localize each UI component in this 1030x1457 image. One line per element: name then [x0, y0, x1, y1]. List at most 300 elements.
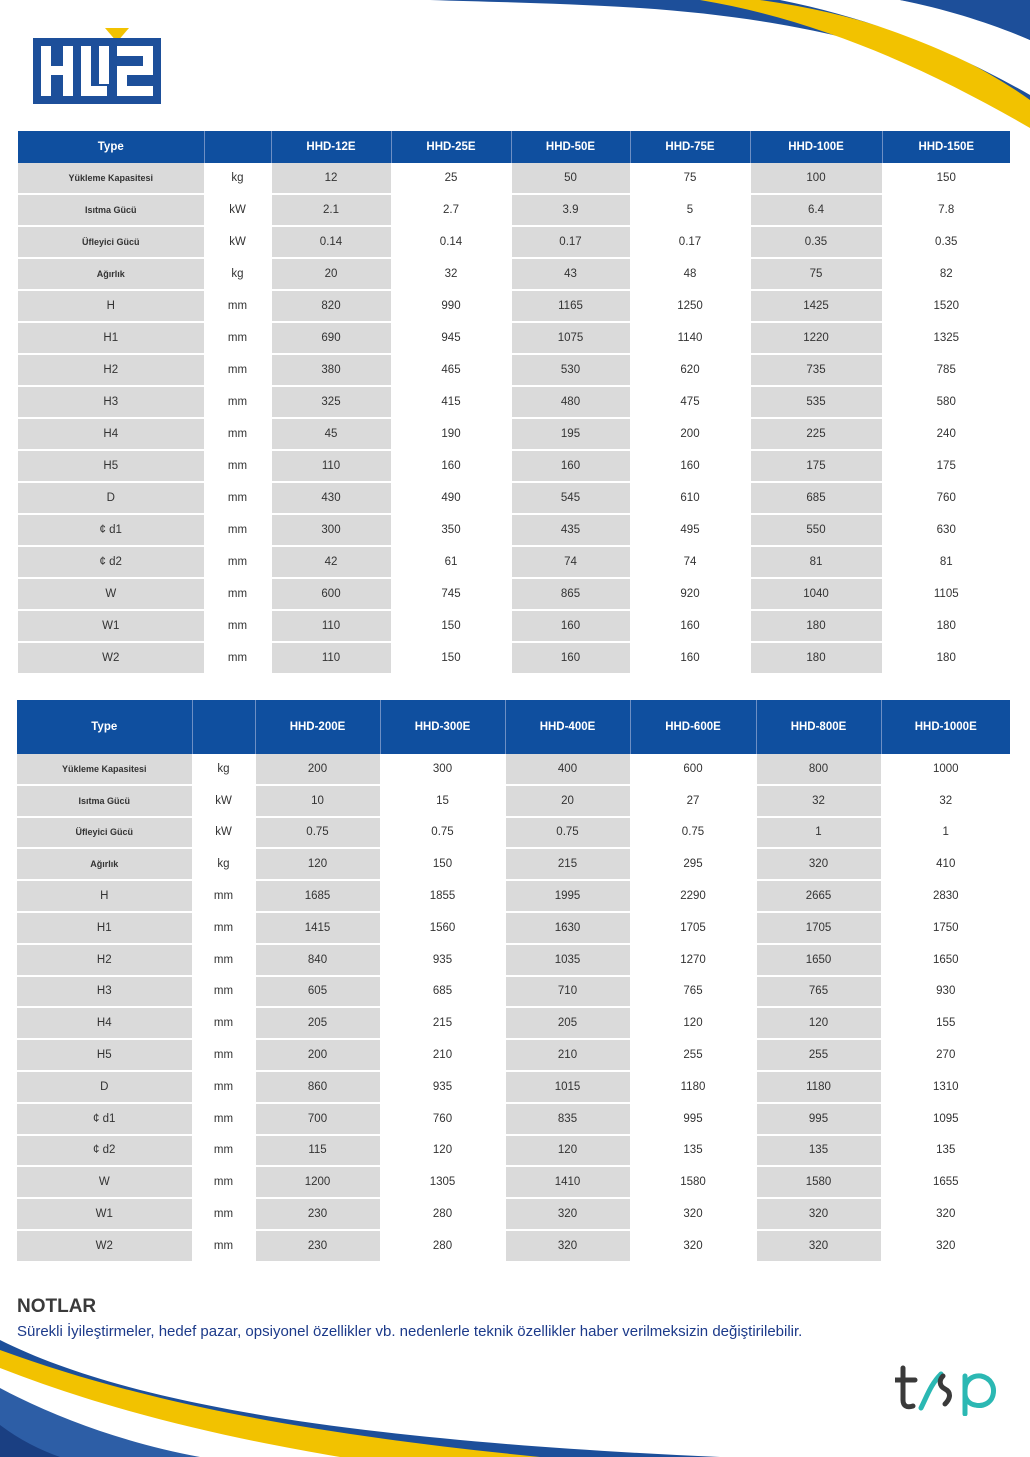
row-label: Yükleme Kapasitesi: [18, 163, 204, 194]
value-cell: 800: [756, 754, 881, 785]
partner-logo: [895, 1362, 1001, 1416]
value-cell: 1705: [630, 912, 756, 944]
value-cell: 1995: [505, 880, 630, 912]
value-cell: 1000: [881, 754, 1010, 785]
table-row: [18, 322, 1010, 354]
value-cell: 1200: [255, 1166, 380, 1198]
value-cell: 1015: [505, 1071, 630, 1103]
value-cell: 10: [255, 785, 380, 817]
value-cell: 240: [882, 418, 1010, 450]
value-cell: 48: [630, 258, 750, 290]
value-cell: 835: [505, 1103, 630, 1135]
value-cell: 120: [756, 1007, 881, 1039]
value-cell: 930: [881, 976, 1010, 1008]
value-cell: 860: [255, 1071, 380, 1103]
value-cell: 110: [271, 642, 391, 674]
value-cell: 1655: [881, 1166, 1010, 1198]
value-cell: 320: [630, 1198, 756, 1230]
value-cell: 600: [630, 754, 756, 785]
company-logo: [33, 28, 161, 104]
table-row: [17, 1230, 1010, 1262]
value-cell: 180: [882, 642, 1010, 674]
value-cell: 495: [630, 514, 750, 546]
row-label: H: [18, 290, 204, 322]
spec-table-small: [18, 131, 1010, 675]
value-cell: 180: [750, 642, 882, 674]
header-model: HHD-400E: [505, 700, 630, 754]
value-cell: 320: [505, 1230, 630, 1262]
value-cell: 945: [391, 322, 511, 354]
row-label: H2: [18, 354, 204, 386]
value-cell: 225: [750, 418, 882, 450]
value-cell: 75: [750, 258, 882, 290]
unit-cell: mm: [192, 1007, 255, 1039]
value-cell: 215: [505, 848, 630, 880]
row-label: Ağırlık: [18, 258, 204, 290]
value-cell: 1180: [630, 1071, 756, 1103]
value-cell: 1325: [882, 322, 1010, 354]
row-label: ¢ d2: [17, 1135, 192, 1167]
value-cell: 180: [750, 610, 882, 642]
value-cell: 1425: [750, 290, 882, 322]
value-cell: 1705: [756, 912, 881, 944]
value-cell: 43: [511, 258, 630, 290]
row-label: W: [18, 578, 204, 610]
value-cell: 320: [881, 1198, 1010, 1230]
value-cell: 700: [255, 1103, 380, 1135]
value-cell: 320: [505, 1198, 630, 1230]
value-cell: 1: [756, 817, 881, 849]
value-cell: 630: [882, 514, 1010, 546]
value-cell: 0.75: [380, 817, 505, 849]
value-cell: 0.17: [511, 226, 630, 258]
row-label: Üfleyici Gücü: [18, 226, 204, 258]
row-label: Isıtma Gücü: [17, 785, 192, 817]
value-cell: 120: [630, 1007, 756, 1039]
value-cell: 320: [756, 1198, 881, 1230]
table-row: [18, 258, 1010, 290]
value-cell: 32: [756, 785, 881, 817]
unit-cell: mm: [192, 1103, 255, 1135]
value-cell: 1685: [255, 880, 380, 912]
header-model: HHD-100E: [750, 131, 882, 163]
value-cell: 475: [630, 386, 750, 418]
row-label: Yükleme Kapasitesi: [17, 754, 192, 785]
table-row: [18, 386, 1010, 418]
unit-cell: mm: [192, 976, 255, 1008]
value-cell: 0.17: [630, 226, 750, 258]
value-cell: 620: [630, 354, 750, 386]
unit-cell: kW: [204, 194, 271, 226]
value-cell: 200: [630, 418, 750, 450]
value-cell: 0.75: [505, 817, 630, 849]
header-model: HHD-300E: [380, 700, 505, 754]
value-cell: 160: [511, 610, 630, 642]
value-cell: 935: [380, 1071, 505, 1103]
value-cell: 465: [391, 354, 511, 386]
value-cell: 0.35: [750, 226, 882, 258]
value-cell: 320: [756, 848, 881, 880]
value-cell: 160: [391, 450, 511, 482]
value-cell: 1410: [505, 1166, 630, 1198]
table-row: [17, 1007, 1010, 1039]
value-cell: 920: [630, 578, 750, 610]
value-cell: 7.8: [882, 194, 1010, 226]
value-cell: 935: [380, 944, 505, 976]
table-row: [18, 290, 1010, 322]
value-cell: 380: [271, 354, 391, 386]
value-cell: 415: [391, 386, 511, 418]
row-label: Isıtma Gücü: [18, 194, 204, 226]
value-cell: 2830: [881, 880, 1010, 912]
row-label: ¢ d2: [18, 546, 204, 578]
value-cell: 160: [511, 450, 630, 482]
value-cell: 160: [630, 610, 750, 642]
value-cell: 1650: [756, 944, 881, 976]
unit-cell: mm: [204, 546, 271, 578]
header-model: HHD-800E: [756, 700, 881, 754]
value-cell: 300: [271, 514, 391, 546]
unit-cell: mm: [204, 290, 271, 322]
value-cell: 690: [271, 322, 391, 354]
row-label: D: [18, 482, 204, 514]
value-cell: 435: [511, 514, 630, 546]
unit-cell: mm: [204, 578, 271, 610]
value-cell: 1630: [505, 912, 630, 944]
table-row: [17, 817, 1010, 849]
value-cell: 32: [391, 258, 511, 290]
value-cell: 550: [750, 514, 882, 546]
value-cell: 74: [511, 546, 630, 578]
unit-cell: kg: [204, 163, 271, 194]
value-cell: 135: [881, 1135, 1010, 1167]
header-model: HHD-200E: [255, 700, 380, 754]
value-cell: 0.14: [391, 226, 511, 258]
value-cell: 175: [882, 450, 1010, 482]
table-row: [17, 944, 1010, 976]
value-cell: 350: [391, 514, 511, 546]
value-cell: 735: [750, 354, 882, 386]
value-cell: 430: [271, 482, 391, 514]
value-cell: 1095: [881, 1103, 1010, 1135]
value-cell: 120: [255, 848, 380, 880]
value-cell: 42: [271, 546, 391, 578]
value-cell: 210: [380, 1039, 505, 1071]
table-row: [17, 880, 1010, 912]
value-cell: 255: [630, 1039, 756, 1071]
value-cell: 45: [271, 418, 391, 450]
row-label: W2: [17, 1230, 192, 1262]
value-cell: 2665: [756, 880, 881, 912]
unit-cell: mm: [204, 642, 271, 674]
value-cell: 400: [505, 754, 630, 785]
row-label: H: [17, 880, 192, 912]
table-row: [17, 1103, 1010, 1135]
value-cell: 230: [255, 1230, 380, 1262]
value-cell: 320: [630, 1230, 756, 1262]
header-type: Type: [18, 131, 204, 163]
value-cell: 1650: [881, 944, 1010, 976]
value-cell: 1270: [630, 944, 756, 976]
unit-cell: kg: [204, 258, 271, 290]
unit-cell: mm: [192, 880, 255, 912]
value-cell: 155: [881, 1007, 1010, 1039]
value-cell: 50: [511, 163, 630, 194]
header-model: HHD-50E: [511, 131, 630, 163]
value-cell: 120: [505, 1135, 630, 1167]
value-cell: 1415: [255, 912, 380, 944]
value-cell: 990: [391, 290, 511, 322]
bottom-decoration: [0, 1340, 1030, 1457]
value-cell: 410: [881, 848, 1010, 880]
header-model: HHD-150E: [882, 131, 1010, 163]
row-label: H4: [18, 418, 204, 450]
unit-cell: mm: [192, 912, 255, 944]
value-cell: 210: [505, 1039, 630, 1071]
table-row: [17, 1198, 1010, 1230]
value-cell: 760: [380, 1103, 505, 1135]
value-cell: 1075: [511, 322, 630, 354]
row-label: H1: [18, 322, 204, 354]
unit-cell: kg: [192, 754, 255, 785]
value-cell: 0.35: [882, 226, 1010, 258]
value-cell: 160: [630, 642, 750, 674]
value-cell: 1035: [505, 944, 630, 976]
value-cell: 150: [882, 163, 1010, 194]
header-model: HHD-25E: [391, 131, 511, 163]
table-row: [18, 354, 1010, 386]
row-label: H5: [18, 450, 204, 482]
value-cell: 100: [750, 163, 882, 194]
value-cell: 1560: [380, 912, 505, 944]
value-cell: 1140: [630, 322, 750, 354]
table-row: [17, 912, 1010, 944]
value-cell: 110: [271, 610, 391, 642]
value-cell: 135: [756, 1135, 881, 1167]
value-cell: 1750: [881, 912, 1010, 944]
value-cell: 280: [380, 1230, 505, 1262]
value-cell: 320: [881, 1230, 1010, 1262]
value-cell: 1165: [511, 290, 630, 322]
value-cell: 1855: [380, 880, 505, 912]
table-row: [17, 976, 1010, 1008]
value-cell: 6.4: [750, 194, 882, 226]
table-header-row: [18, 131, 1010, 163]
value-cell: 175: [750, 450, 882, 482]
value-cell: 205: [505, 1007, 630, 1039]
value-cell: 1180: [756, 1071, 881, 1103]
unit-cell: mm: [204, 418, 271, 450]
table-row: [17, 1166, 1010, 1198]
spec-table-large: [17, 700, 1010, 1263]
value-cell: 535: [750, 386, 882, 418]
unit-cell: kW: [192, 785, 255, 817]
value-cell: 255: [756, 1039, 881, 1071]
value-cell: 1305: [380, 1166, 505, 1198]
header-model: HHD-12E: [271, 131, 391, 163]
table-row: [18, 642, 1010, 674]
row-label: H4: [17, 1007, 192, 1039]
table-row: [18, 226, 1010, 258]
value-cell: 1105: [882, 578, 1010, 610]
table-header-row: [17, 700, 1010, 754]
value-cell: 20: [271, 258, 391, 290]
value-cell: 205: [255, 1007, 380, 1039]
value-cell: 150: [380, 848, 505, 880]
value-cell: 81: [882, 546, 1010, 578]
value-cell: 3.9: [511, 194, 630, 226]
table-row: [18, 610, 1010, 642]
value-cell: 12: [271, 163, 391, 194]
header-model: HHD-600E: [630, 700, 756, 754]
value-cell: 785: [882, 354, 1010, 386]
notes-text: Sürekli İyileştirmeler, hedef pazar, opsiyonel özellikler vb. nedenlerle teknik özellikler haber verilmeksizin değiştirilebilir.: [17, 1323, 803, 1340]
value-cell: 280: [380, 1198, 505, 1230]
unit-cell: mm: [204, 514, 271, 546]
header-model: HHD-1000E: [881, 700, 1010, 754]
value-cell: 995: [756, 1103, 881, 1135]
value-cell: 74: [630, 546, 750, 578]
header-unit: [192, 700, 255, 754]
value-cell: 230: [255, 1198, 380, 1230]
value-cell: 685: [380, 976, 505, 1008]
unit-cell: mm: [204, 450, 271, 482]
value-cell: 2.7: [391, 194, 511, 226]
table-row: [18, 450, 1010, 482]
value-cell: 765: [630, 976, 756, 1008]
value-cell: 820: [271, 290, 391, 322]
value-cell: 760: [882, 482, 1010, 514]
value-cell: 0.75: [630, 817, 756, 849]
value-cell: 200: [255, 1039, 380, 1071]
value-cell: 135: [630, 1135, 756, 1167]
row-label: Üfleyici Gücü: [17, 817, 192, 849]
unit-cell: kW: [192, 817, 255, 849]
value-cell: 5: [630, 194, 750, 226]
table-row: [18, 578, 1010, 610]
value-cell: 0.14: [271, 226, 391, 258]
unit-cell: mm: [204, 354, 271, 386]
table-row: [17, 848, 1010, 880]
table-row: [18, 514, 1010, 546]
table-row: [17, 785, 1010, 817]
unit-cell: mm: [192, 1135, 255, 1167]
value-cell: 685: [750, 482, 882, 514]
unit-cell: mm: [192, 1166, 255, 1198]
value-cell: 295: [630, 848, 756, 880]
value-cell: 325: [271, 386, 391, 418]
row-label: W: [17, 1166, 192, 1198]
unit-cell: mm: [204, 610, 271, 642]
value-cell: 600: [271, 578, 391, 610]
unit-cell: mm: [192, 1071, 255, 1103]
value-cell: 995: [630, 1103, 756, 1135]
row-label: W1: [17, 1198, 192, 1230]
table-row: [18, 163, 1010, 194]
value-cell: 1580: [630, 1166, 756, 1198]
value-cell: 765: [756, 976, 881, 1008]
unit-cell: mm: [204, 322, 271, 354]
value-cell: 82: [882, 258, 1010, 290]
value-cell: 270: [881, 1039, 1010, 1071]
value-cell: 110: [271, 450, 391, 482]
row-label: H1: [17, 912, 192, 944]
table-row: [17, 1039, 1010, 1071]
value-cell: 180: [882, 610, 1010, 642]
table-row: [18, 546, 1010, 578]
value-cell: 81: [750, 546, 882, 578]
row-label: H2: [17, 944, 192, 976]
value-cell: 1220: [750, 322, 882, 354]
row-label: H5: [17, 1039, 192, 1071]
value-cell: 1520: [882, 290, 1010, 322]
unit-cell: kW: [204, 226, 271, 258]
value-cell: 160: [511, 642, 630, 674]
value-cell: 1310: [881, 1071, 1010, 1103]
value-cell: 160: [630, 450, 750, 482]
value-cell: 580: [882, 386, 1010, 418]
unit-cell: mm: [192, 1230, 255, 1262]
header-type: Type: [17, 700, 192, 754]
unit-cell: mm: [192, 1198, 255, 1230]
row-label: H3: [17, 976, 192, 1008]
unit-cell: mm: [192, 1039, 255, 1071]
value-cell: 1040: [750, 578, 882, 610]
row-label: H3: [18, 386, 204, 418]
value-cell: 320: [756, 1230, 881, 1262]
value-cell: 61: [391, 546, 511, 578]
value-cell: 20: [505, 785, 630, 817]
value-cell: 490: [391, 482, 511, 514]
row-label: W2: [18, 642, 204, 674]
unit-cell: kg: [192, 848, 255, 880]
value-cell: 840: [255, 944, 380, 976]
row-label: D: [17, 1071, 192, 1103]
value-cell: 195: [511, 418, 630, 450]
value-cell: 120: [380, 1135, 505, 1167]
unit-cell: mm: [204, 482, 271, 514]
value-cell: 0.75: [255, 817, 380, 849]
value-cell: 1580: [756, 1166, 881, 1198]
notes-title: NOTLAR: [17, 1296, 97, 1317]
value-cell: 605: [255, 976, 380, 1008]
value-cell: 2.1: [271, 194, 391, 226]
value-cell: 300: [380, 754, 505, 785]
value-cell: 610: [630, 482, 750, 514]
value-cell: 32: [881, 785, 1010, 817]
value-cell: 150: [391, 610, 511, 642]
value-cell: 1: [881, 817, 1010, 849]
table-row: [17, 754, 1010, 785]
value-cell: 200: [255, 754, 380, 785]
value-cell: 75: [630, 163, 750, 194]
row-label: W1: [18, 610, 204, 642]
unit-cell: mm: [192, 944, 255, 976]
table-row: [18, 194, 1010, 226]
value-cell: 27: [630, 785, 756, 817]
table-row: [17, 1071, 1010, 1103]
unit-cell: mm: [204, 386, 271, 418]
value-cell: 1250: [630, 290, 750, 322]
header-unit: [204, 131, 271, 163]
value-cell: 115: [255, 1135, 380, 1167]
value-cell: 545: [511, 482, 630, 514]
row-label: ¢ d1: [18, 514, 204, 546]
value-cell: 25: [391, 163, 511, 194]
row-label: Ağırlık: [17, 848, 192, 880]
value-cell: 190: [391, 418, 511, 450]
value-cell: 745: [391, 578, 511, 610]
